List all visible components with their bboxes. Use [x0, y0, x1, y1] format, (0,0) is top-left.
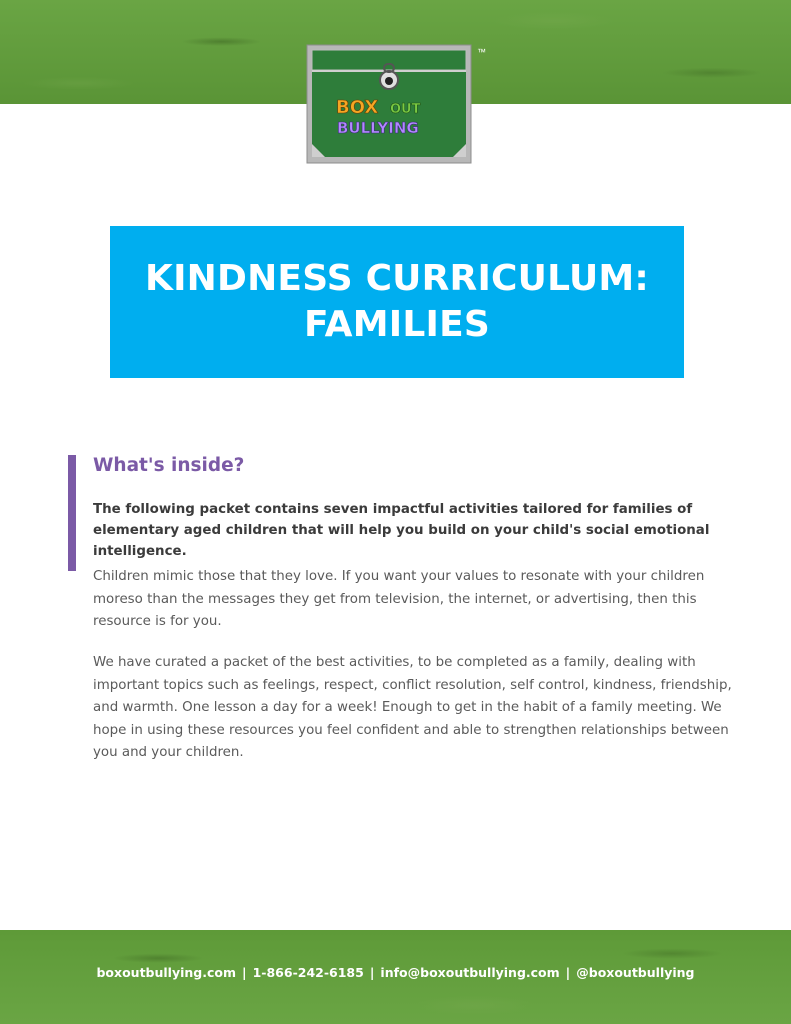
logo-word-bullying: BULLYING: [337, 119, 419, 137]
logo-word-out: OUT: [390, 102, 421, 117]
section-accent-bar: [68, 455, 76, 571]
title-banner: [110, 226, 684, 378]
title-line-1: KINDNESS CURRICULUM:: [144, 258, 650, 299]
box-out-bullying-logo: [306, 44, 472, 164]
body-paragraph-1: Children mimic those that they love. If you want your values to resonate with your children moreso than the messages they get from television, the internet, or advertising, then this resource is for you.: [93, 569, 705, 629]
footer-separator: |: [369, 965, 375, 980]
footer-social-handle[interactable]: @boxoutbullying: [576, 965, 695, 980]
trademark-symbol: ™: [477, 47, 486, 57]
logo-word-box: BOX: [336, 97, 379, 118]
footer-separator: |: [242, 965, 247, 980]
footer-separator: |: [565, 965, 571, 980]
lead-paragraph: The following packet contains seven impactful activities tailored for families of elementary aged children that will help you build on your child's social emotional intelligence.: [93, 502, 710, 559]
body-paragraph-2: We have curated a packet of the best activities, to be completed as a family, dealing with important topics such as feelings, respect, conflict resolution, self control, kindness, friendship, and warmth. One lesson a day for a week! Enough to get in the habit of a family meeting. We hope in using these resources you feel confident and able to strengthen relationships between you and your children.: [93, 655, 732, 760]
footer-contact: [0, 965, 791, 980]
section-heading: What's inside?: [93, 455, 245, 476]
footer-phone[interactable]: 1-866-242-6185: [252, 965, 364, 980]
title-line-2: FAMILIES: [304, 304, 490, 345]
footer-email-link[interactable]: info@boxoutbullying.com: [380, 965, 560, 980]
footer-website-link[interactable]: boxoutbullying.com: [96, 965, 237, 980]
